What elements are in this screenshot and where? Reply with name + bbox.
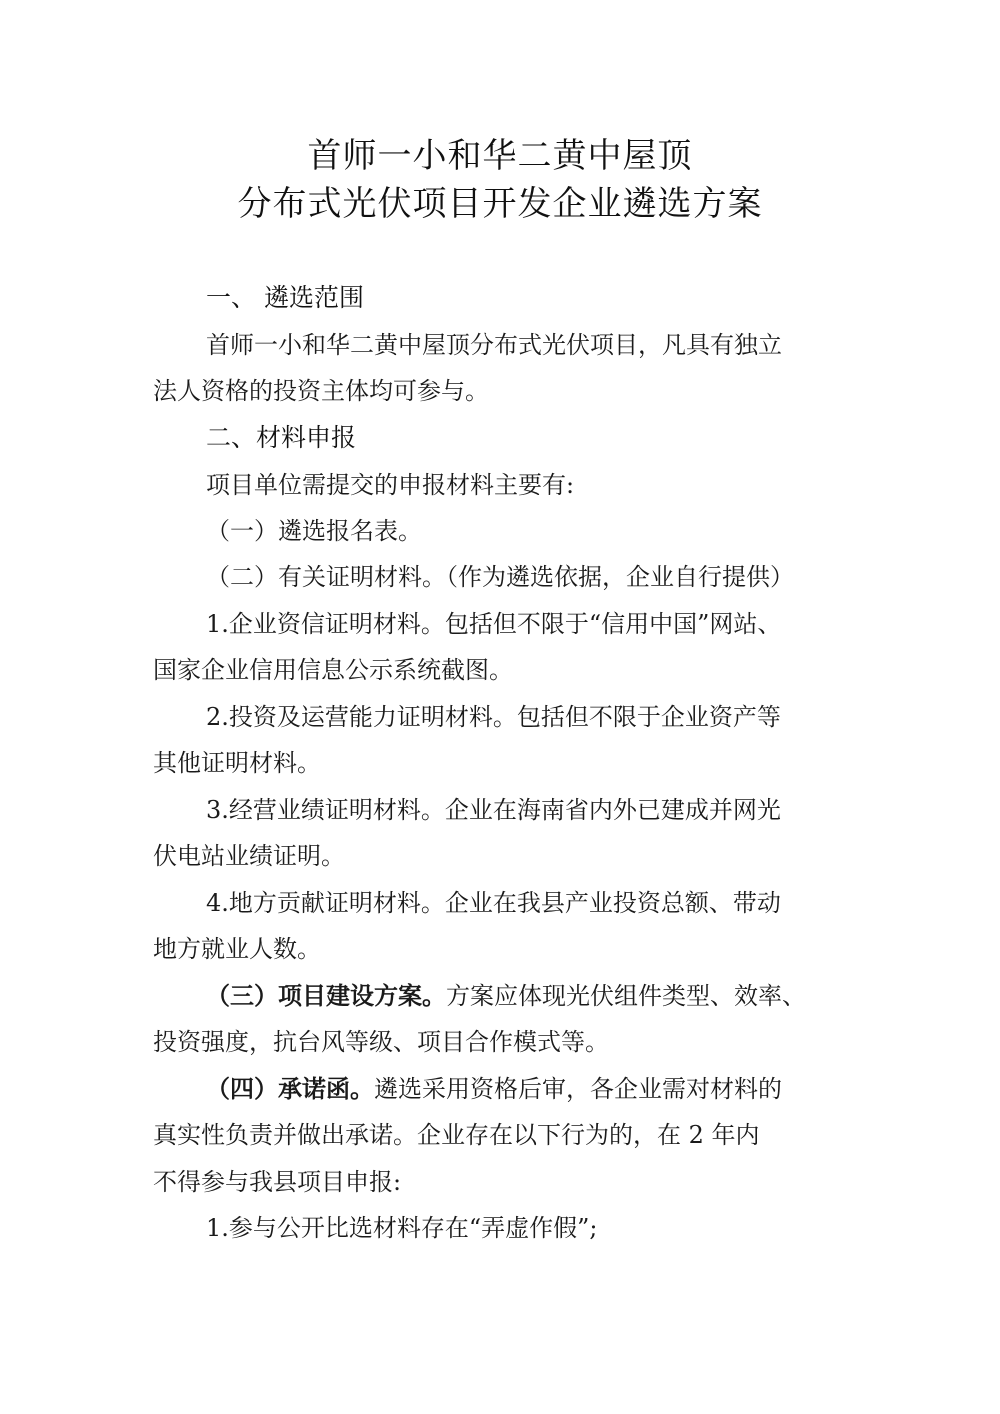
list-item-3-rest: 方案应体现光伏组件类型、效率、 bbox=[446, 982, 806, 1010]
sub-item-2-line-1: 2.投资及运营能力证明材料。包括但不限于企业资产等 bbox=[206, 703, 781, 731]
list-item-1: （一）遴选报名表。 bbox=[206, 517, 422, 545]
list-item-4 bbox=[206, 1069, 782, 1104]
list-item-2-lead: （二）有关证明材料。 bbox=[206, 563, 446, 591]
list-item-2-rest: （作为遴选依据，企业自行提供） bbox=[446, 563, 794, 591]
sub-item-1-line-1: 1.企业资信证明材料。包括但不限于“信用中国”网站、 bbox=[206, 610, 782, 638]
list-item-4-lead: （四）承诺函。 bbox=[206, 1074, 374, 1103]
sub-item-2-line-2: 其他证明材料。 bbox=[153, 749, 321, 777]
document-title-line-1: 首师一小和华二黄中屋顶 bbox=[307, 136, 693, 176]
list-item-4-line-3: 不得参与我县项目申报: bbox=[153, 1168, 402, 1196]
paragraph-line: 首师一小和华二黄中屋顶分布式光伏项目，凡具有独立 bbox=[206, 331, 782, 359]
sub-item-3-line-1: 3.经营业绩证明材料。企业在海南省内外已建成并网光 bbox=[206, 796, 781, 824]
list-item-3-lead: （三）项目建设方案。 bbox=[206, 981, 446, 1010]
paragraph-line: 项目单位需提交的申报材料主要有: bbox=[206, 471, 575, 499]
document-title-line-2: 分布式光伏项目开发企业遴选方案 bbox=[237, 184, 763, 224]
sub-item-3-line-2: 伏电站业绩证明。 bbox=[153, 842, 345, 870]
sub-item-1-line-2: 国家企业信用信息公示系统截图。 bbox=[153, 656, 513, 684]
list-item-4-rest: 遴选采用资格后审，各企业需对材料的 bbox=[374, 1075, 782, 1103]
paragraph-line: 法人资格的投资主体均可参与。 bbox=[153, 377, 489, 405]
sub-item-4-line-2: 地方就业人数。 bbox=[153, 935, 321, 963]
sub-item-4-line-1: 4.地方贡献证明材料。企业在我县产业投资总额、带动 bbox=[206, 889, 781, 917]
condition-1: 1.参与公开比选材料存在“弄虚作假”; bbox=[206, 1214, 598, 1242]
list-item-2 bbox=[206, 557, 794, 592]
list-item-3-line-2: 投资强度，抗台风等级、项目合作模式等。 bbox=[153, 1028, 609, 1056]
list-item-4-line-2: 真实性负责并做出承诺。企业存在以下行为的，在 2 年内 bbox=[153, 1121, 760, 1149]
section-2-heading: 二、材料申报 bbox=[206, 423, 357, 452]
list-item-3 bbox=[206, 976, 806, 1011]
section-1-heading: 一、 遴选范围 bbox=[206, 283, 364, 312]
